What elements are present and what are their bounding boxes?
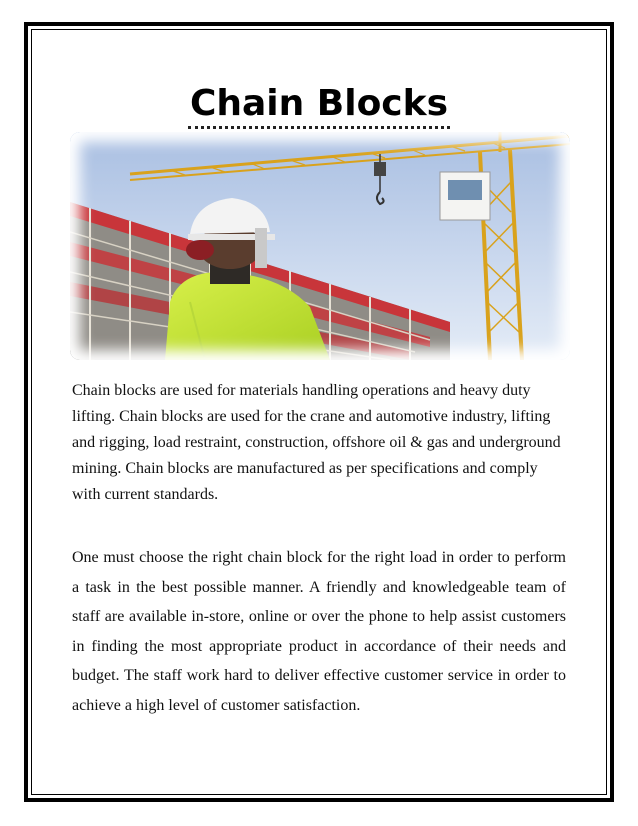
paragraph-intro: Chain blocks are used for materials handling operations and heavy duty lifting. Chain blocks are used for the crane and automotive industry, lifting and rigging, load restraint, construction, offshore oil & gas and underground mining. Chain blocks are manufactured as per specifications and comply with current standards. (72, 382, 561, 503)
paragraph-service: One must choose the right chain block for the right load in order to perform a task in the best possible manner. A friendly and knowledgeable team of staff are available in-store, online or over the phone to help assist customers in finding the most appropriate product in accordance of their needs and budget. The staff work hard to deliver effective customer service in order to achieve a high level of customer satisfaction. (72, 549, 566, 714)
page-title-text: Chain Blocks (188, 82, 450, 129)
page-title (0, 82, 638, 129)
construction-illustration (70, 132, 570, 360)
construction-photo (70, 132, 570, 360)
